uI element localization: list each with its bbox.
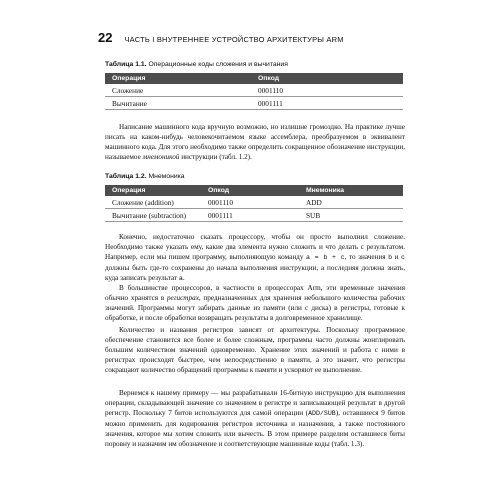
column-header: Операция xyxy=(105,73,251,84)
opcode-table xyxy=(105,73,403,110)
mnemonic-table xyxy=(105,185,403,222)
table-row xyxy=(105,84,403,97)
table-cell: 0001111 xyxy=(201,209,299,222)
paragraph: В большинстве процессоров, в частности в процессорах Arm, эти временные значения обычно хранятся в регистрах, предназначенных для хранения небольшого количества рабочих значений. Программы могут забирать данные из памяти (или с диска) в регистры, готовые к обработке, и после обработки возвращать результаты в долговременное хранилище. xyxy=(105,284,405,323)
table-caption-text: Мнемоника xyxy=(148,173,185,180)
paragraph: Количество и названия регистров зависят от архитектуры. Поскольку программное обеспечение становится все более и более сложным, программы часто должны жонглировать большим количеством значений одновременно. Хранение этих значений и работа с ними в регистрах происходят быстрее, чем непосредственно в памяти, а это значит, что регистры сокращают количество обращений программы к памяти и ускоряют ее выполнение. xyxy=(105,326,405,375)
table-row xyxy=(105,97,403,110)
running-head: ЧАСТЬ I ВНУТРЕННЕЕ УСТРОЙСТВО АРХИТЕКТУРЫ ARM xyxy=(124,35,344,44)
table-caption-text: Операционные коды сложения и вычитания xyxy=(148,61,288,68)
term-mnemonic: мнемоникой xyxy=(142,153,180,162)
table-row xyxy=(105,196,403,209)
paragraph: Конечно, недостаточно сказать процессору, чтобы он просто выполнил сложение. Необходимо также указать ему, какие два элемента нужно сложить и что делать с результатом. Например, если мы пишем программу, выполняющую команду a = b + c, то значения b и c должны быть где-то сохранены до начала выполнения инструкции, а последняя должна знать, куда записать результат a. xyxy=(105,233,405,283)
inline-code: b xyxy=(388,254,393,262)
table-caption-label: Таблица 1.1. xyxy=(105,61,147,68)
paragraph: Вернемся к нашему примеру — мы разрабатывали 16-битную инструкцию для выполнения операции, складывающей значение со значением в регистре и записывающей результат в другой регистр. Поскольку 7 битов используются для самой операции (ADD/SUB), оставшиеся 9 битов можно применить для кодирования регистров источника и назначения, а также постоянного значения, которое мы хотим сложить или вычесть. В этом примере разделим оставшиеся биты поровну и назначим им обозначение и соответствующие машинные коды (табл. 1.3). xyxy=(105,389,405,449)
column-header: Мнемоника xyxy=(299,185,403,196)
table-cell: Вычитание (subtraction) xyxy=(105,209,201,222)
table-caption-2 xyxy=(105,173,185,180)
column-header: Операция xyxy=(105,185,201,196)
paragraph: Написание машинного кода вручную возможно, но излишне громоздко. На практике лучше писать на каком-нибудь человекочитаемом языке ассемблера, преобразуемом в эквивалент машинного кода. Для этого необходимо также определить сокращенное обозначение инструкции, называемое мнемоникой инструкции (табл. 1.2). xyxy=(105,123,405,162)
column-header: Опкод xyxy=(201,185,299,196)
term-registers: регистрах xyxy=(166,294,199,303)
table-cell: ADD xyxy=(299,196,403,209)
table-caption-1 xyxy=(105,61,288,68)
table-cell: Сложение xyxy=(105,84,251,97)
inline-code: a = b + c xyxy=(305,254,345,262)
table-cell: 0001110 xyxy=(201,196,299,209)
table-cell: 0001111 xyxy=(251,97,403,110)
column-header: Опкод xyxy=(251,73,403,84)
inline-code: ADD/SUB xyxy=(308,410,336,418)
table-cell: Сложение (addition) xyxy=(105,196,201,209)
table-caption-label: Таблица 1.2. xyxy=(105,173,147,180)
table-cell: 0001110 xyxy=(251,84,403,97)
table-header-row xyxy=(105,185,403,196)
table-cell: Вычитание xyxy=(105,97,251,110)
inline-code: c xyxy=(401,254,405,262)
page-header xyxy=(98,30,344,45)
page-number: 22 xyxy=(98,30,113,45)
table-row xyxy=(105,209,403,222)
table-cell: SUB xyxy=(299,209,403,222)
inline-code: a xyxy=(178,275,183,283)
table-header-row xyxy=(105,73,403,84)
